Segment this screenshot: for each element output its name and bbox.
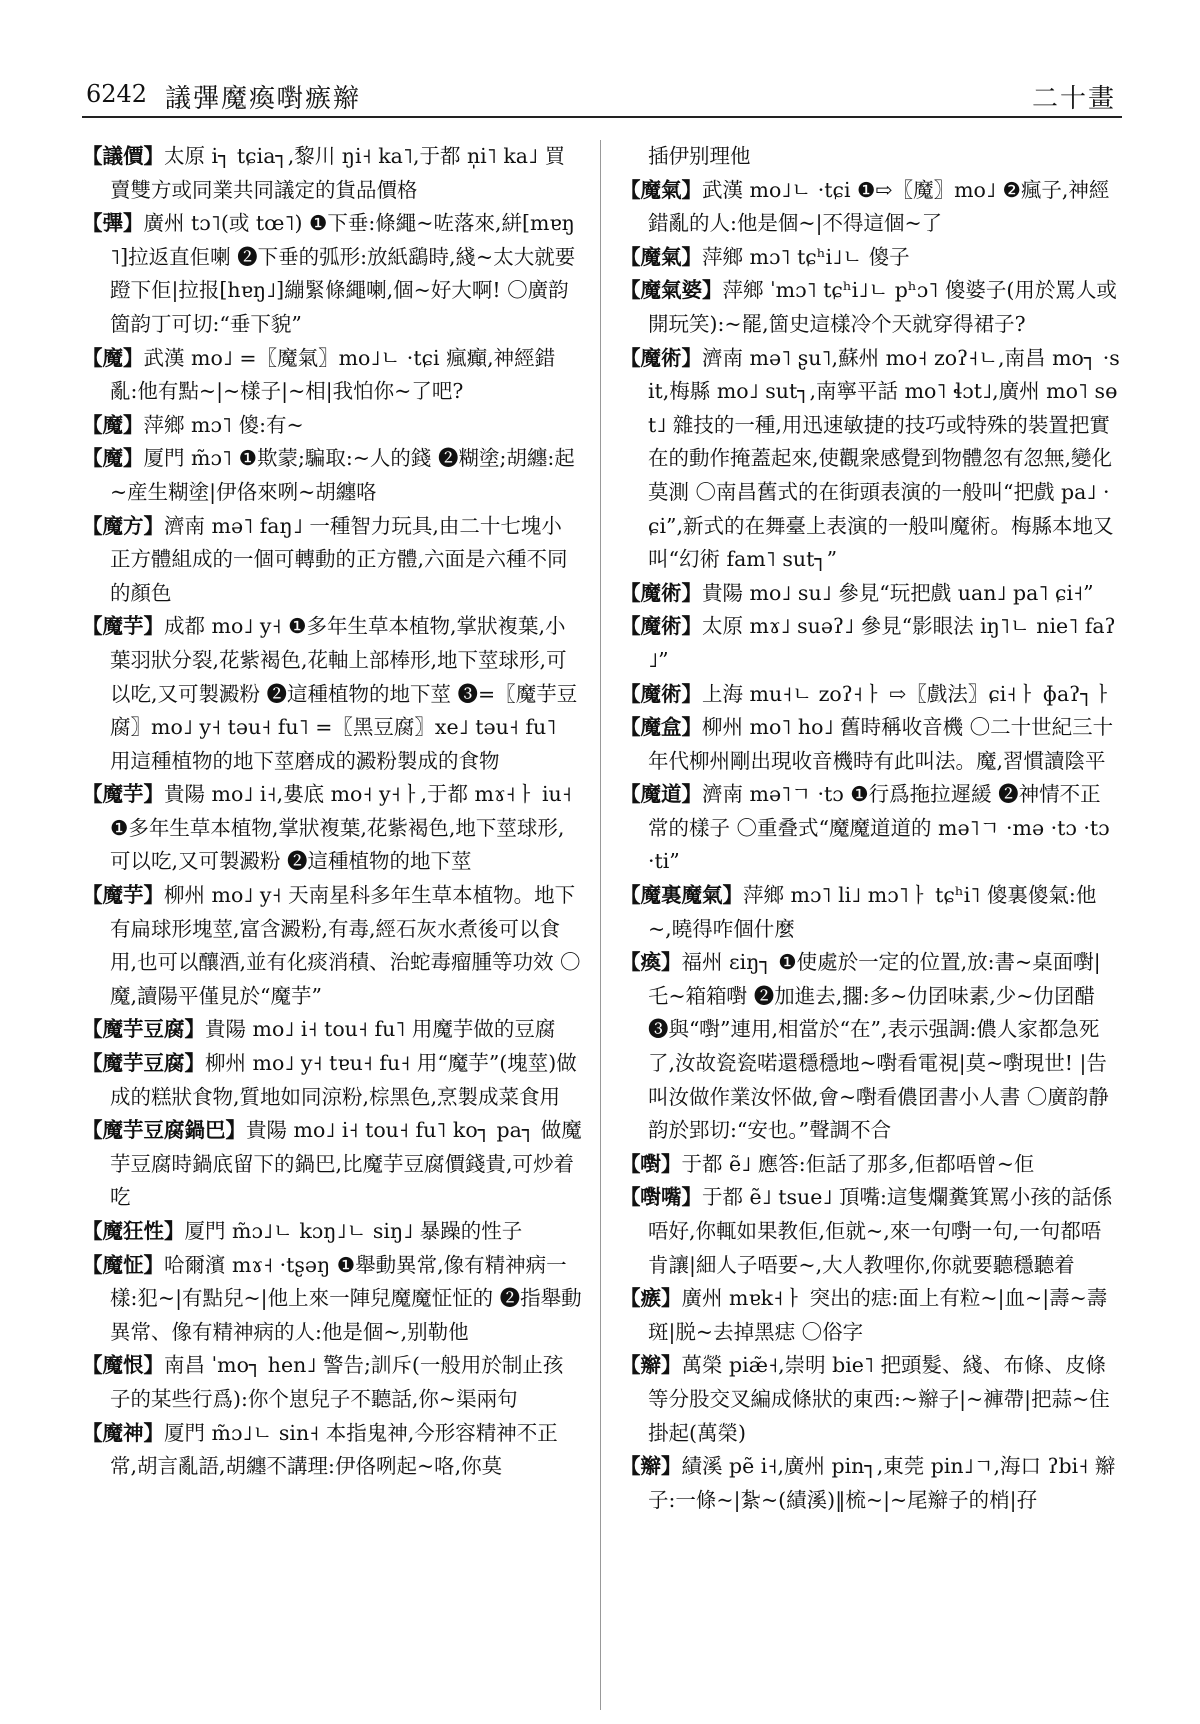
- dictionary-entry: [620, 241, 1120, 275]
- entry-headword: 【魔氣】: [620, 244, 702, 269]
- entry-text: 成都 mo˩ y˧ ❶多年生草本植物,掌狀複葉,小葉羽狀分裂,花紫褐色,花軸上部棒形,地下莖球形,可以吃,又可製澱粉 ❷這種植物的地下莖 ❸=〖魔芋豆腐〗mo˩ y˧ təu˧ fu˥ =〖黑豆腐〗xe˩ təu˧ fu˥ 用這種植物的地下莖磨成的澱粉製成的食物: [110, 614, 578, 773]
- entry-headword: 【魔盒】: [620, 715, 702, 740]
- entry-text: 萍鄉 mɔ˥ tɕʰi˩ㄴ 傻子: [702, 244, 910, 269]
- dictionary-entry: [620, 1282, 1120, 1349]
- entry-headword: 【魔裏魔氣】: [620, 883, 743, 908]
- dictionary-entry: [620, 610, 1120, 677]
- entry-text: 廣州 tɔ˥(或 tœ˥) ❶下垂:條繩~咗落來,絣[mɐŋ˥]拉返直佢喇 ❷下垂的弧形:放紙鷂時,綫~太大就要蹬下佢|拉报[hɐŋ˩]繃緊條繩喇,個~好大啊! 〇廣韵箇韵丁可切:“垂下貌”: [110, 211, 576, 336]
- entry-text: 萍鄉 ˈmɔ˥ tɕʰi˩ㄴ pʰɔ˥ 傻婆子(用於罵人或開玩笑):~罷,箇史這樣冷个天就穿得裙子?: [648, 278, 1117, 336]
- right-column: [620, 140, 1120, 1710]
- entry-text: 上海 mu˧ㄴ zoʔ˧ㅏ ⇨〖戲法〗ɕi˧ㅏ ɸaʔ┐ㅏ: [702, 681, 1113, 706]
- entry-text: 于都 ẽ˩ tsue˩ 頂嘴:這隻爛糞箕罵小孩的話係唔好,你輒如果教佢,佢就~,來一句嚉一句,一句都唔肯讓|細人子唔要~,大人教哩你,你就要聽穩聽着: [648, 1185, 1113, 1277]
- entry-text: 南昌 ˈmo┐ hen˩ 警告;訓斥(一般用於制止孩子的某些行爲):你个崽兒子不聽話,你~渠兩句: [110, 1353, 564, 1411]
- dictionary-entry: [620, 274, 1120, 341]
- running-head-characters: 議彃魔瘓嚉瘯辮: [165, 84, 362, 114]
- entry-text: 厦門 m̃ɔ˩ㄴ kɔŋ˩ㄴ siŋ˩ 暴躁的性子: [184, 1219, 523, 1243]
- entry-text: 貴陽 mo˩ i˧,婁底 mo˧ y˧ㅏ,于都 mɤ˧ㅏ iu˧ ❶多年生草本植物,掌狀複葉,花紫褐色,地下莖球形,可以吃,又可製澱粉 ❷這種植物的地下莖: [110, 782, 572, 874]
- entry-text: 濟南 mə˥ faŋ˩ 一種智力玩具,由二十七塊小正方體組成的一個可轉動的正方體,六面是六種不同的顏色: [110, 513, 568, 605]
- entry-headword: 【魔道】: [620, 782, 702, 807]
- entry-text: 柳州 mo˥ ho˩ 舊時稱收音機 〇二十世紀三十年代柳州剛出現收音機時有此叫法。魔,習慣讀陰平: [648, 715, 1114, 773]
- entry-headword: 【魔芋】: [82, 614, 164, 639]
- dictionary-entry: [82, 879, 582, 1013]
- dictionary-entry: [620, 678, 1120, 712]
- entry-headword: 【辮】: [620, 1454, 682, 1479]
- dictionary-entry: [620, 1181, 1120, 1282]
- entry-headword: 【魔狂性】: [82, 1219, 185, 1243]
- dictionary-entry: [82, 207, 582, 341]
- entry-headword: 【魔術】: [620, 614, 702, 639]
- entry-headword: 【嚉嘴】: [620, 1185, 702, 1210]
- entry-headword: 【瘓】: [620, 950, 682, 975]
- dictionary-entry: [620, 140, 1120, 174]
- dictionary-entry: [620, 1148, 1120, 1182]
- dictionary-entry: [82, 140, 582, 207]
- entry-headword: 【魔芋豆腐】: [82, 1051, 205, 1076]
- entry-text: 太原 i┐ tɕia┐,黎川 ŋi˧ ka˥,于都 n̩i˥ ka˩ 買賣雙方或同業共同議定的貨品價格: [110, 144, 566, 202]
- header-rule: [82, 116, 1122, 118]
- entry-text: 插伊别理他: [648, 144, 751, 168]
- dictionary-entry: [620, 946, 1120, 1148]
- dictionary-entry: [82, 510, 582, 611]
- entry-text: 于都 ẽ˩ 應答:佢話了那多,佢都唔曾~佢: [681, 1151, 1035, 1176]
- page-header: [0, 0, 1200, 130]
- entry-text: 柳州 mo˩ y˧ tɐu˧ fu˧ 用“魔芋”(塊莖)做成的糕狀食物,質地如同涼粉,棕黑色,烹製成菜食用: [110, 1051, 577, 1109]
- entry-headword: 【魔神】: [82, 1420, 164, 1445]
- dictionary-entry: [620, 174, 1120, 241]
- left-column: [82, 140, 582, 1710]
- entry-text: 廣州 mɐk˧ㅏ 突出的痣:面上有粒~|血~|壽~壽斑|脱~去掉黑痣 〇俗字: [648, 1286, 1108, 1344]
- dictionary-entry: [82, 1013, 582, 1047]
- dictionary-entry: [82, 409, 582, 443]
- entry-headword: 【魔】: [82, 412, 144, 437]
- entry-text: 濟南 mə˥ ʂu˥,蘇州 mo˧ zoʔ˧ㄴ,南昌 mo┐ ·sit,梅縣 mo˩ sut┐,南寧平話 mo˥ ɬɔt˩,廣州 mo˥ sɵt˩ 雜技的一種,用迅速敏捷的技巧或特殊的裝置把實在的動作掩蓋起來,使觀衆感覺到物體忽有忽無,變化莫測 〇南昌舊式的在街頭表演的一般叫“把戲 pa˩ ·ɕi”,新式的在舞臺上表演的一般叫魔術。梅縣本地又叫“幻術 fam˥ sut┐”: [648, 345, 1120, 572]
- entry-headword: 【議價】: [82, 144, 164, 168]
- entry-text: 厦門 m̃ɔ˥ ❶欺蒙;騙取:~人的錢 ❷糊塗;胡纏:起~産生糊塗|伊佫來咧~胡纏咯: [110, 446, 575, 504]
- entry-headword: 【魔芋豆腐】: [82, 1017, 205, 1042]
- entry-text: 萬榮 piæ̃˧,崇明 bie˥ 把頭髮、綫、布條、皮條等分股交叉編成條狀的東西:~辮子|~褲帶|把蒜~住掛起(萬榮): [648, 1353, 1110, 1445]
- entry-text: 萍鄉 mɔ˥ li˩ mɔ˥ㅏ tɕʰi˥ 傻裏傻氣:他~,曉得咋個什麼: [648, 883, 1097, 941]
- dictionary-entry: [620, 711, 1120, 778]
- entry-text: 萍鄉 mɔ˥ 傻:有~: [143, 412, 304, 437]
- entry-headword: 【嚉】: [620, 1151, 682, 1176]
- dictionary-entry: [82, 1249, 582, 1350]
- dictionary-entry: [82, 1114, 582, 1215]
- dictionary-entry: [620, 879, 1120, 946]
- dictionary-entry: [82, 1215, 582, 1249]
- entry-headword: 【魔芋豆腐鍋巴】: [82, 1118, 246, 1143]
- entry-headword: 【魔氣婆】: [620, 278, 723, 303]
- entry-headword: 【魔方】: [82, 513, 164, 538]
- entry-headword: 【魔芋】: [82, 883, 164, 908]
- dictionary-entry: [82, 1417, 582, 1484]
- entry-text: 貴陽 mo˩ i˧ tou˧ fu˥ 用魔芋做的豆腐: [205, 1017, 556, 1042]
- entry-text: 太原 mɤ˩ suəʔ˩ 參見“影眼法 iŋ˥ㄴ nie˥ faʔ˩”: [648, 614, 1116, 672]
- dictionary-entry: [620, 778, 1120, 879]
- entry-headword: 【魔芋】: [82, 782, 164, 807]
- dictionary-entry: [620, 577, 1120, 611]
- entry-text: 厦門 m̃ɔ˩ㄴ sin˧ 本指鬼神,今形容精神不正常,胡言亂語,胡纏不講理:伊佫咧起~咯,你莫: [110, 1420, 558, 1479]
- entry-headword: 【魔】: [82, 446, 144, 471]
- dictionary-entry: [82, 442, 582, 509]
- entry-headword: 【魔怔】: [82, 1252, 164, 1277]
- dictionary-entry: [82, 1349, 582, 1416]
- dictionary-entry: [620, 1349, 1120, 1450]
- dictionary-entry: [82, 1047, 582, 1114]
- dictionary-entry: [82, 778, 582, 879]
- column-divider: [600, 140, 601, 1710]
- entry-headword: 【瘯】: [620, 1286, 682, 1311]
- dictionary-entry: [620, 1450, 1120, 1517]
- entry-text: 福州 ɛiŋ┐ ❶使處於一定的位置,放:書~桌面嚉|乇~箱箱嚉 ❷加進去,擱:多~仂囝味素,少~仂囝醋 ❸與“嚉”連用,相當於“在”,表示强調:儂人家都急死了,汝故瓷瓷喏還穩穩地~嚉看電視|莫~嚉現世! |告叫汝做作業汝怀做,會~嚉看儂囝書小人書 〇廣韵静韵於郢切:“安也。”聲調不合: [648, 950, 1109, 1143]
- entry-text: 柳州 mo˩ y˧ 天南星科多年生草本植物。地下有扁球形塊莖,富含澱粉,有毒,經石灰水煮後可以食用,也可以釀酒,並有化痰消積、治蛇毒瘤腫等功效 〇魔,讀陽平僅見於“魔芋”: [110, 883, 581, 1008]
- page-number: 6242: [86, 80, 148, 108]
- entry-text: 貴陽 mo˩ su˩ 參見“玩把戲 uan˩ pa˥ ɕi˧”: [702, 580, 1094, 605]
- entry-text: 貴陽 mo˩ i˧ tou˧ fu˥ ko┐ pa┐ 做魔芋豆腐時鍋底留下的鍋巴,比魔芋豆腐價錢貴,可炒着吃: [110, 1118, 582, 1210]
- entry-text: 濟南 mə˥ㄱ ·tɔ ❶行爲拖拉遲緩 ❷神情不正常的樣子 〇重叠式“魔魔道道的 mə˥ㄱ ·mə ·tɔ ·tɔ ·ti”: [648, 782, 1110, 874]
- entry-headword: 【魔】: [82, 345, 144, 370]
- entry-headword: 【魔恨】: [82, 1353, 164, 1378]
- entry-text: 哈爾濱 mɤ˧ ·tʂəŋ ❶舉動異常,像有精神病一樣:犯~|有點兒~|他上來一陣兒魔魔怔怔的 ❷指舉動異常、像有精神病的人:他是個~,别勒他: [110, 1252, 582, 1344]
- entry-headword: 【魔術】: [620, 580, 702, 605]
- entry-text: 績溪 pẽ i˧,廣州 pin┐,東莞 pin˩ㄱ,海口 ʔbi˧ 辮子:一條~|紮~(績溪)‖梳~|~尾辮子的梢|孖: [648, 1454, 1116, 1512]
- entry-headword: 【魔術】: [620, 681, 702, 706]
- entry-text: 武漢 mo˩ㄴ ·tɕi ❶⇨〖魔〗mo˩ ❷瘋子,神經錯亂的人:他是個~|不得這個~了: [648, 177, 1110, 236]
- dictionary-entry: [620, 342, 1120, 577]
- entry-headword: 【辮】: [620, 1353, 682, 1378]
- section-label: 二十畫: [1032, 84, 1117, 114]
- dictionary-entry: [82, 610, 582, 778]
- entry-headword: 【彃】: [82, 211, 144, 236]
- entry-headword: 【魔氣】: [620, 177, 702, 202]
- dictionary-entry: [82, 342, 582, 409]
- entry-text: 武漢 mo˩ =〖魔氣〗mo˩ㄴ ·tɕi 瘋癲,神經錯亂:他有點~|~樣子|~相|我怕你~了吧?: [110, 345, 556, 404]
- entry-headword: 【魔術】: [620, 345, 702, 370]
